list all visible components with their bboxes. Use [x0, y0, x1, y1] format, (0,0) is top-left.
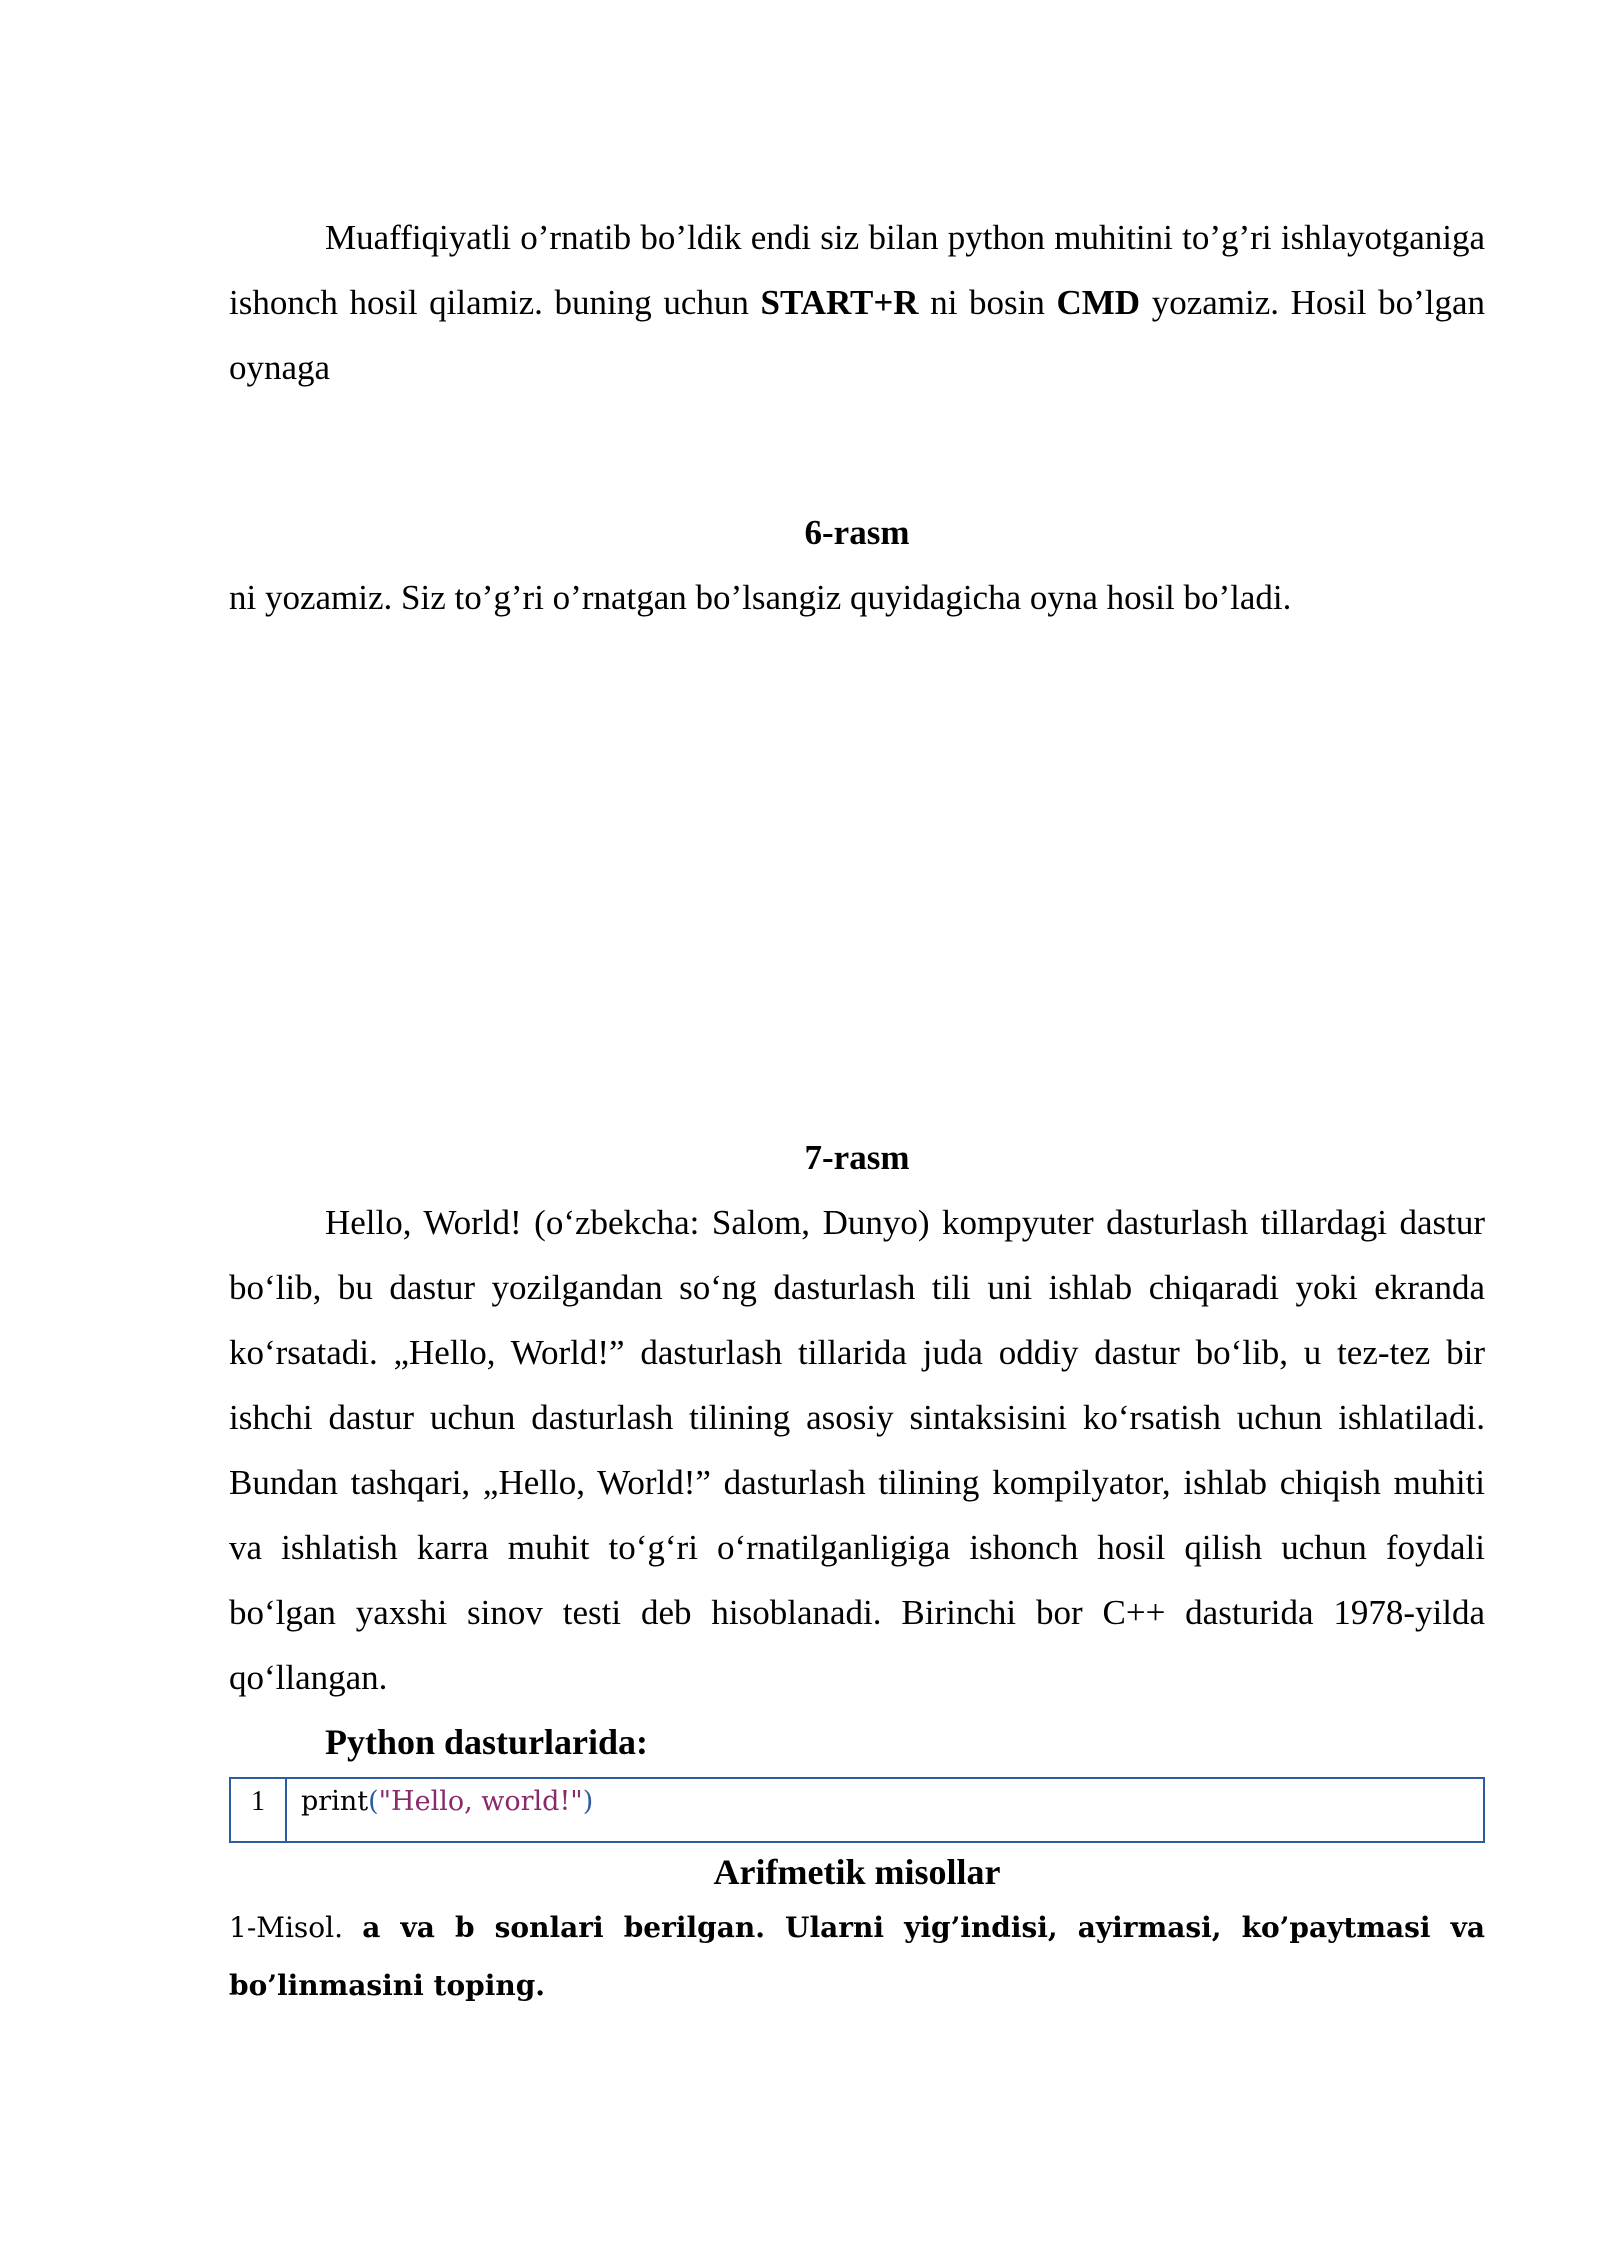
code-function: print: [301, 1786, 369, 1817]
figure-6-placeholder: [229, 400, 1485, 500]
install-check-paragraph: ni yozamiz. Siz to’g’ri o’rnatgan bo’lsangiz quyidagicha oyna hosil bo’ladi.: [229, 578, 1292, 617]
example-1-label: 1-Misol.: [229, 1911, 363, 1944]
python-programs-heading: Python dasturlarida:: [325, 1722, 649, 1762]
intro-text-part: ni bosin: [918, 283, 1057, 322]
intro-paragraph: [229, 205, 1485, 400]
code-line: [286, 1778, 1484, 1842]
code-listing: [229, 1777, 1485, 1843]
cmd-keyword: CMD: [1056, 283, 1141, 322]
page-content: [229, 205, 1485, 2015]
code-string-literal: "Hello, world!": [378, 1786, 583, 1817]
intro-text-part: Muaffiqiyatli o’rnatib bo’ldik endi siz bilan python muhitini to’g’ri ishlayotganiga ishonch hosil qilamiz. buning uchun: [229, 218, 1485, 322]
figure-7-placeholder: [229, 630, 1485, 1125]
figure-6-caption: 6-rasm: [804, 513, 910, 552]
start-r-shortcut: START+R: [760, 283, 919, 322]
code-close-paren: ): [582, 1786, 594, 1817]
code-row: [230, 1778, 1484, 1842]
code-line-number: 1: [230, 1778, 286, 1842]
code-open-paren: (: [368, 1786, 379, 1817]
arithmetic-examples-title: Arifmetik misollar: [713, 1852, 1001, 1892]
hello-world-paragraph: Hello, World! (o‘zbekcha: Salom, Dunyo) kompyuter dasturlash tillardagi dastur bo‘lib, bu dastur yozilgandan so‘ng dasturlash tili uni ishlab chiqaradi yoki ekranda ko‘rsatadi. „Hello, World!” dasturlash tillarida juda oddiy dastur bo‘lib, u tez-tez bir ishchi dastur uchun dasturlash tilining asosiy sintaksisini ko‘rsatish uchun ishlatiladi. Bundan tashqari, „Hello, World!” dasturlash tilining kompilyator, ishlab chiqish muhiti va ishlatish karra muhit to‘g‘ri o‘rnatilganligiga ishonch hosil qilish uchun foydali bo‘lgan yaxshi sinov testi deb hisoblanadi. Birinchi bor C++ dasturida 1978-yilda qo‘llangan.: [229, 1203, 1485, 1697]
example-1-text: a va b sonlari berilgan. Ularni yig’indisi, ayirmasi, ko’paytmasi va bo’linmasini toping.: [229, 1911, 1485, 2002]
example-1: [229, 1899, 1485, 2015]
figure-7-caption: 7-rasm: [804, 1138, 910, 1177]
intro-text-part: yozamiz. Hosil bo’lgan oynaga: [229, 283, 1485, 387]
